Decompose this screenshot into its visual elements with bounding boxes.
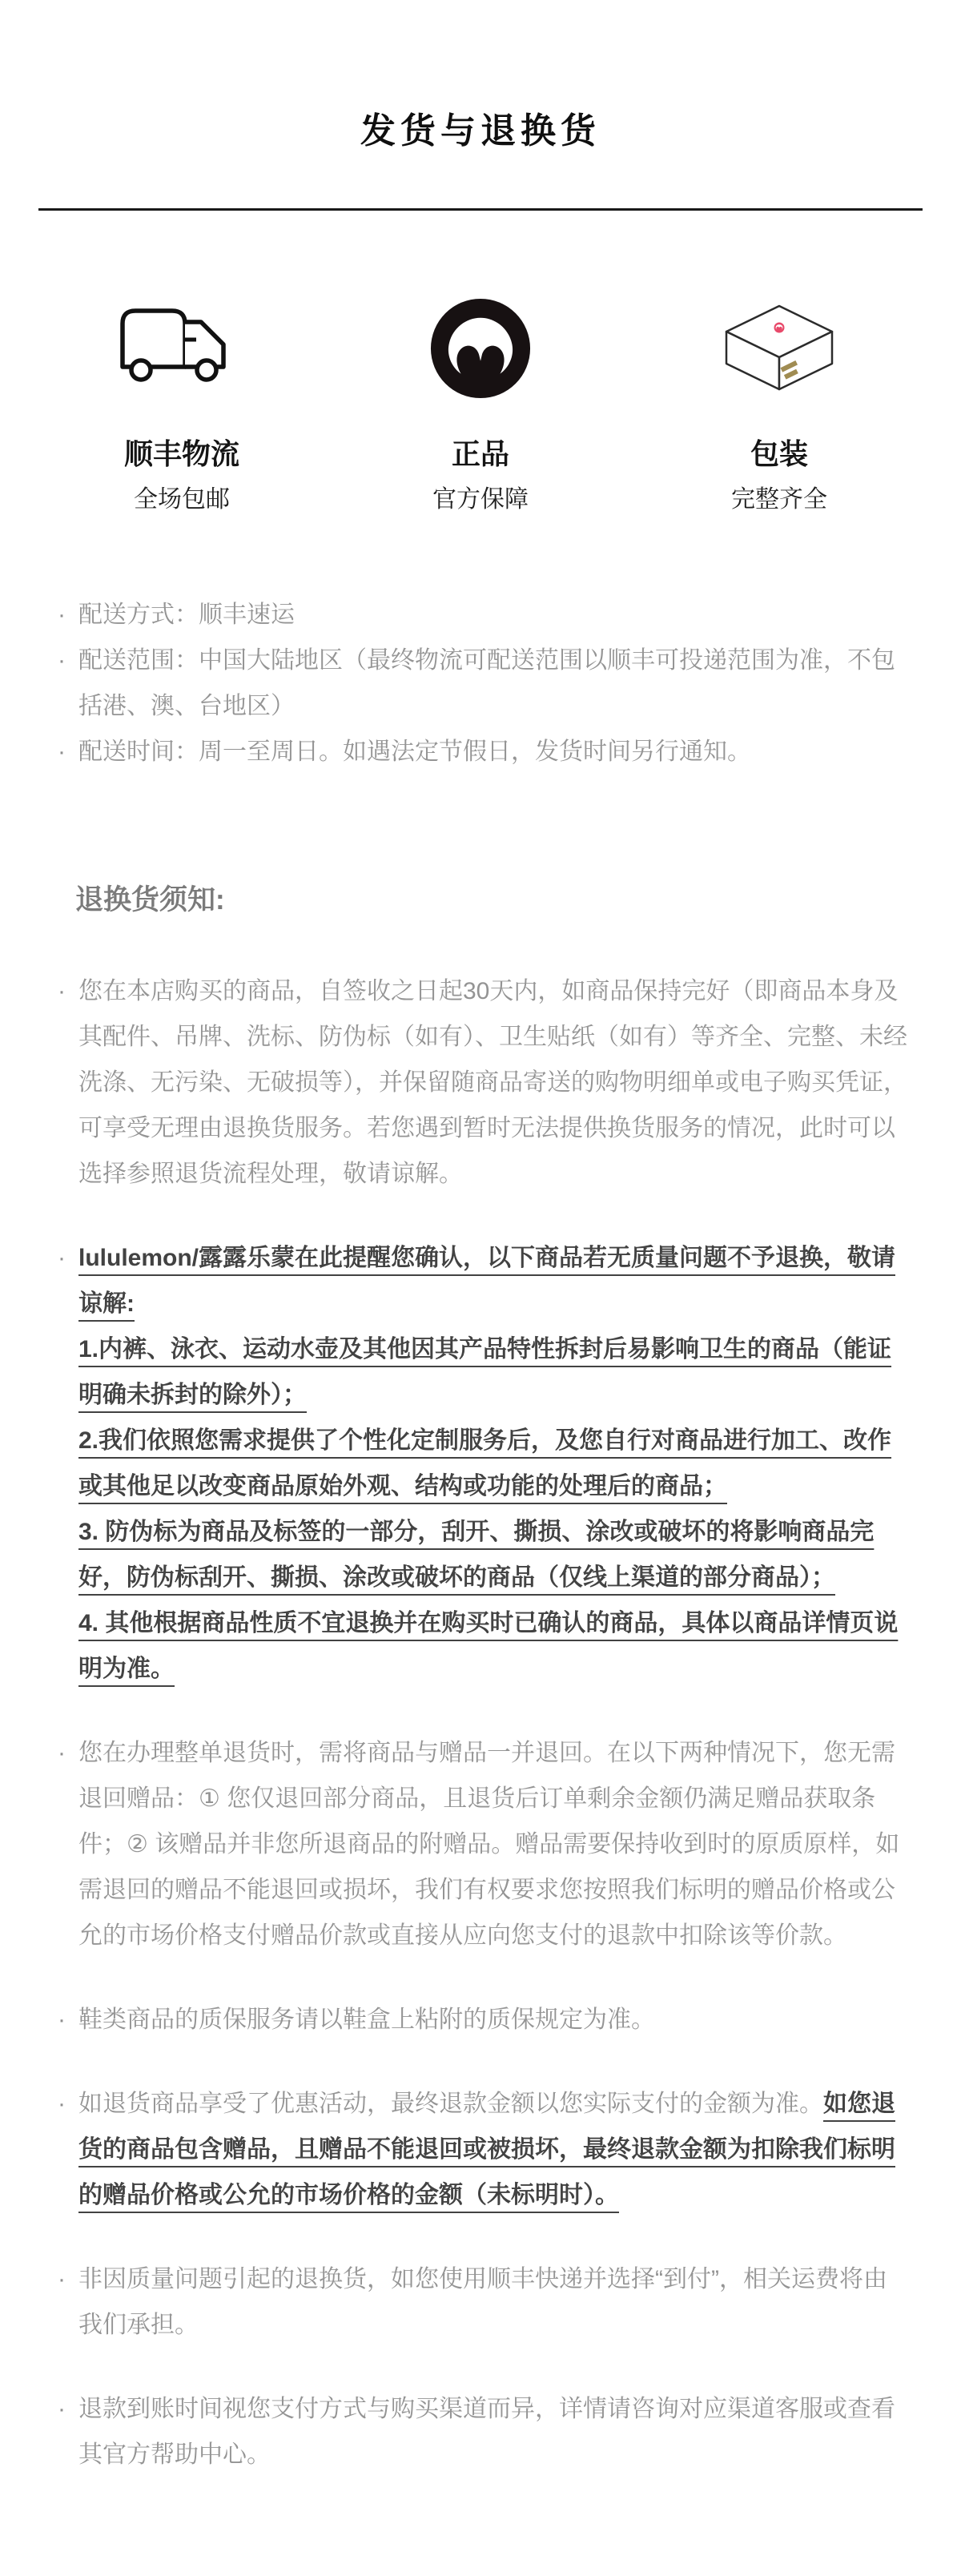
feature-sublabel: 官方保障 [432,486,529,513]
paragraph [78,2081,910,2218]
refund-amount-emphasized: 如您退货的商品包含赠品，且赠品不能退回或被损坏，最终退款金额为扣除我们标明的赠品价格或公允的市场价格的金额（未标明时）。 [78,2091,895,2208]
feature-sublabel: 完整齐全 [731,486,827,513]
feature-sublabel: 全场包邮 [134,486,230,513]
list-item-shipping-area: · 配送范围：中国大陆地区（最终物流可配送范围以顺丰可投递范围为准，不包括港、澳、台地区） [78,638,910,729]
list-item-refund-arrival-time [78,2386,910,2477]
truck-icon [37,292,327,405]
feature-authentic [336,292,625,513]
list-item-gift-return-rules [78,1730,910,1958]
lululemon-logo-svg [428,292,533,405]
paragraph: · 非因质量问题引起的退换货，如您使用顺丰快递并选择“到付”，相关运费将由我们承担。 [78,2266,887,2338]
returns-notice-heading: 退换货须知: [75,884,225,916]
emphasized-line: 4. 其他根据商品性质不宜退换并在购买时已确认的商品，具体以商品详情页说明为准。 [78,1610,899,1682]
package-icon-svg [710,301,848,396]
features-row [0,292,961,513]
returns-notice-list [0,968,961,2477]
stamp-red-logo [774,323,785,333]
list-item-return-policy-30days [78,968,910,1197]
refund-amount-plain: 如退货商品享受了优惠活动，最终退款金额以您实际支付的金额为准。 [78,2091,823,2117]
feature-label: 包装 [750,437,808,470]
list-item-shipping-method: · 配送方式：顺丰速运 [78,592,910,638]
shipping-info-list [0,592,961,775]
paragraph: · 您在办理整单退货时，需将商品与赠品一并退回。在以下两种情况下，您无需退回赠品：① 您仅退回部分商品，且退货后订单剩余金额仍满足赠品获取条件；② 该赠品并非您所退商品的附赠品。赠品需要保持收到时的原质原样，如需退回的赠品不能退回或损坏，我们有权要求您按照我们标明的赠品价格或公允的市场价格支付赠品价款或直接从应向您支付的退款中扣除该等价款。 [78,1740,900,1949]
feature-label: 顺丰物流 [123,437,239,470]
package-icon [634,292,924,405]
emphasized-line: · lululemon/露露乐蒙在此提醒您确认，以下商品若无质量问题不予退换，敬请谅解: [78,1245,895,1317]
lululemon-logo-icon [336,292,625,405]
paragraph: · 鞋类商品的质保服务请以鞋盒上粘附的质保规定为准。 [78,2006,655,2033]
emphasized-line: 2.我们依照您需求提供了个性化定制服务后，及您自行对商品进行加工、改作或其他足以改变商品原始外观、结构或功能的处理后的商品； [78,1427,892,1499]
feature-packaging [634,292,924,513]
list-item-shipping-fee [78,2256,910,2348]
title-divider [38,208,923,211]
list-item-non-returnable-goods [78,1235,910,1692]
page-title: 发货与退换货 [360,111,601,151]
list-item-refund-amount [78,2081,910,2218]
feature-sf-logistics [37,292,327,513]
list-item-footwear-warranty [78,1997,910,2043]
truck-icon-svg [115,304,249,392]
emphasized-line: 3. 防伪标为商品及标签的一部分，刮开、撕损、涂改或破坏的将影响商品完好，防伪标刮开、撕损、涂改或破坏的商品（仅线上渠道的部分商品）； [78,1519,875,1591]
paragraph: · 您在本店购买的商品，自签收之日起30天内，如商品保持完好（即商品本身及其配件、吊牌、洗标、防伪标（如有）、卫生贴纸（如有）等齐全、完整、未经洗涤、无污染、无破损等），并保留随商品寄送的购物明细单或电子购买凭证，可享受无理由退换货服务。若您遇到暂时无法提供换货服务的情况，此时可以选择参照退货流程处理，敬请谅解。 [78,978,907,1187]
paragraph: · 退款到账时间视您支付方式与购买渠道而异，详情请咨询对应渠道客服或查看其官方帮助中心。 [78,2396,895,2468]
feature-label: 正品 [451,437,509,470]
emphasized-line: 1.内裤、泳衣、运动水壶及其他因其产品特性拆封后易影响卫生的商品（能证明确未拆封的除外）； [78,1336,892,1408]
list-item-shipping-time: · 配送时间：周一至周日。如遇法定节假日，发货时间另行通知。 [78,729,910,775]
